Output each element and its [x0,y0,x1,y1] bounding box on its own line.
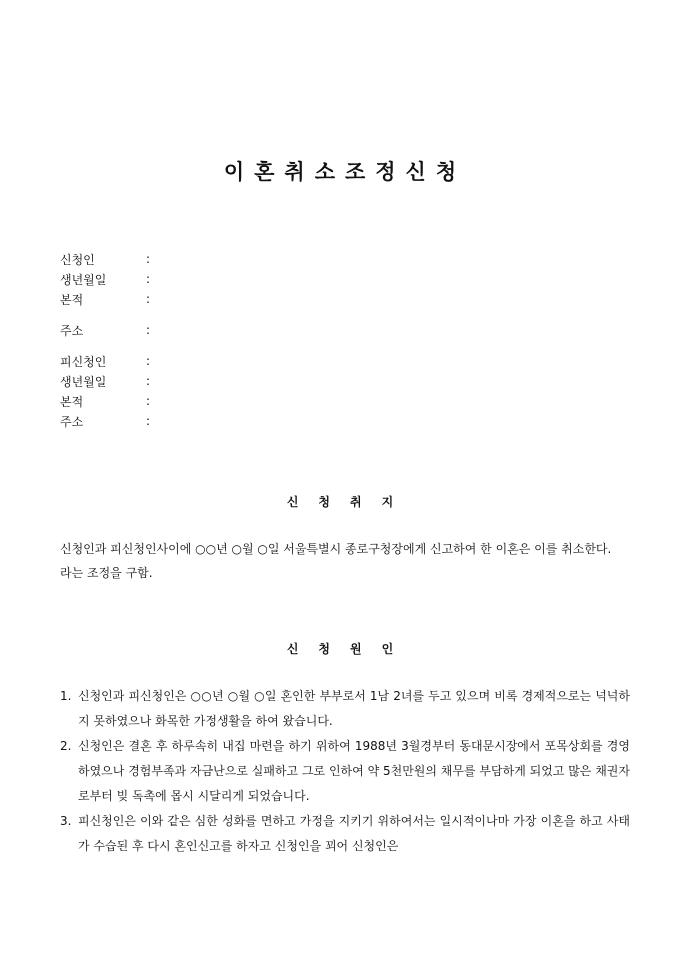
applicant-birthdate-row [60,269,150,289]
applicant-domicile-row [60,289,150,309]
field-colon: : [146,292,151,306]
field-label: 신청인 [60,252,95,267]
field-colon: : [146,252,151,266]
list-item [60,809,630,859]
field-label: 본적 [60,394,84,409]
list-item [60,684,630,734]
item-text: 피신청인은 이와 같은 심한 성화를 면하고 가정을 지키기 위하여서는 일시적이나마 가장 이혼을 하고 사태가 수습된 후 다시 혼인신고를 하자고 신청인을 꾀어 신청인은 [78,814,630,853]
field-colon: : [146,374,151,388]
purpose-line: 신청인과 피신청인사이에 ○○년 ○월 ○일 서울특별시 종로구청장에게 신고하여 한 이혼은 이를 취소한다. [60,542,612,556]
field-colon: : [146,414,151,428]
field-colon: : [146,394,151,408]
item-number: 3. [60,814,72,828]
reasons-heading: 신청원인 [286,642,414,656]
respondent-birthdate-row [60,371,150,391]
reasons-list [60,684,630,859]
purpose-body [60,537,626,585]
field-label: 생년월일 [60,374,107,389]
field-colon: : [146,272,151,286]
field-label: 본적 [60,292,84,307]
field-label: 생년월일 [60,272,107,287]
applicant-fields [60,249,150,340]
applicant-name-row [60,249,150,269]
field-label: 주소 [60,323,84,338]
item-number: 2. [60,739,72,753]
respondent-domicile-row [60,391,150,411]
list-item [60,734,630,809]
field-colon: : [146,354,151,368]
item-text: 신청인은 결혼 후 하루속히 내집 마련을 하기 위하여 1988년 3월경부터 동대문시장에서 포목상회를 경영하였으나 경험부족과 자금난으로 실패하고 그로 인하여 약 5천만원의 채무를 부담하게 되었고 많은 채권자로부터 빚 독촉에 몹시 시달리게 되었습니다. [78,739,630,803]
purpose-line: 라는 조정을 구함. [60,566,153,580]
respondent-name-row [60,351,150,371]
respondent-fields [60,351,150,431]
field-label: 피신청인 [60,354,107,369]
field-colon: : [146,323,151,337]
document-title: 이혼취소조정신청 [223,159,467,184]
purpose-heading: 신청취지 [286,495,414,509]
applicant-address-row [60,320,150,340]
item-text: 신청인과 피신청인은 ○○년 ○월 ○일 혼인한 부부로서 1남 2녀를 두고 있으며 비록 경제적으로는 넉넉하지 못하였으나 화목한 가정생활을 하여 왔습니다. [78,689,630,728]
item-number: 1. [60,689,72,703]
respondent-address-row [60,411,150,431]
field-label: 주소 [60,414,84,429]
